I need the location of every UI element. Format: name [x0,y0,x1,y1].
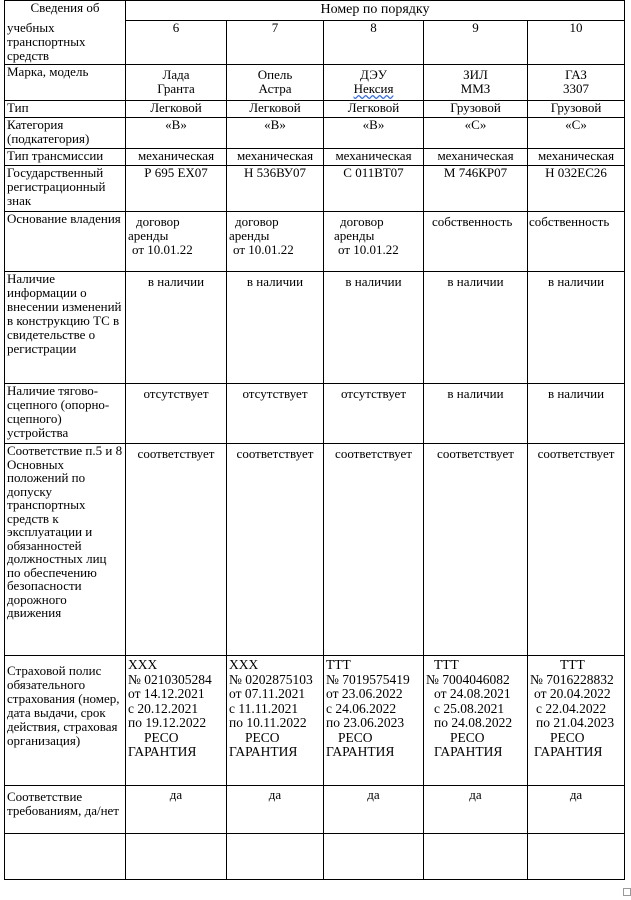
row-label: Государственный регистрационный знак [5,166,126,212]
towbar-cell: в наличии [528,384,625,444]
ownership-cell [126,212,227,272]
modifications-cell: в наличии [227,272,324,384]
category-cell: «В» [227,118,324,149]
model-line: Астра [258,81,292,96]
header-label-line-1: Сведения об [30,0,100,15]
requirements-cell: да [528,786,625,834]
compliance-cell: соответствует [126,444,227,656]
policy-from: с 11.11.2021 [229,700,299,716]
policy-from: с 22.04.2022 [536,700,607,716]
towbar-cell: отсутствует [126,384,227,444]
ownership-line: собственность [529,214,610,229]
towbar-cell: в наличии [424,384,528,444]
plate-cell: Н 032ЕС26 [528,166,625,212]
col-number-6: 6 [126,21,227,65]
row-label: Наличие тягово-сцепного (опорно-сцепного) устройства [5,384,126,444]
ownership-line: аренды [128,228,169,243]
insurance-cell [528,656,625,786]
ownership-line: собственность [432,214,513,229]
empty-cell [5,834,126,880]
type-cell: Легковой [227,101,324,118]
transmission-cell: механическая [528,149,625,166]
policy-to: по 24.08.2022 [434,715,513,730]
ownership-cell [227,212,324,272]
compliance-cell: соответствует [528,444,625,656]
insurer-line-2: ГАРАНТИЯ [229,744,298,759]
transmission-cell: механическая [126,149,227,166]
modifications-cell: в наличии [126,272,227,384]
empty-cell [528,834,625,880]
ownership-cell [324,212,424,272]
col-number-9: 9 [424,21,528,65]
header-label-cell [5,1,126,65]
row-label: Страховой полис обязательного страхования (номер, дата выдачи, срок действия, страховая организация) [5,656,126,786]
ownership-line: от 10.01.22 [132,242,193,257]
row-empty [5,834,625,880]
modifications-cell: в наличии [324,272,424,384]
policy-series: ХХХ [229,657,259,672]
row-label: Тип трансмиссии [5,149,126,166]
ownership-cell [528,212,625,272]
ownership-line: аренды [334,228,375,243]
model-line: 3307 [563,81,589,96]
policy-number: № 7004046082 [426,671,510,687]
ownership-line: от 10.01.22 [338,242,399,257]
policy-number: № 7019575419 [326,671,410,687]
col-number-8: 8 [324,21,424,65]
brand-cell [324,65,424,101]
policy-to: по 19.12.2022 [128,715,207,730]
row-ownership [5,212,625,272]
group-title: Номер по порядку [126,1,625,21]
insurer-line-1: РЕСО [550,729,585,745]
policy-issued: от 20.04.2022 [534,686,611,701]
requirements-cell: да [126,786,227,834]
transmission-cell: механическая [324,149,424,166]
header-label-line-2: учебных транспортных средств [7,20,86,63]
insurance-cell [126,656,227,786]
policy-issued: от 23.06.2022 [326,686,403,701]
row-modifications [5,272,625,384]
policy-issued: от 14.12.2021 [128,686,205,701]
transmission-cell: механическая [424,149,528,166]
type-cell: Грузовой [424,101,528,118]
policy-from: с 24.06.2022 [326,700,397,716]
row-compliance [5,444,625,656]
requirements-cell: да [324,786,424,834]
policy-series: ТТТ [326,657,351,672]
insurer-line-1: РЕСО [245,729,280,745]
brand-cell [126,65,227,101]
model-line: Гранта [157,81,195,96]
insurer-line-2: ГАРАНТИЯ [434,744,503,759]
category-cell: «В» [324,118,424,149]
requirements-cell: да [227,786,324,834]
requirements-cell: да [424,786,528,834]
insurer-line-2: ГАРАНТИЯ [534,744,603,759]
brand-line: ЗИЛ [463,67,488,82]
insurer-line-1: РЕСО [338,729,373,745]
empty-cell [126,834,227,880]
policy-number: № 0202875103 [229,671,313,687]
insurance-cell [424,656,528,786]
insurer-line-2: ГАРАНТИЯ [128,744,197,759]
plate-cell: Р 695 ЕХ07 [126,166,227,212]
policy-to: по 21.04.2023 [536,715,615,730]
insurance-cell [324,656,424,786]
towbar-cell: отсутствует [324,384,424,444]
empty-cell [424,834,528,880]
ownership-line: от 10.01.22 [233,242,294,257]
col-number-10: 10 [528,21,625,65]
col-number-7: 7 [227,21,324,65]
brand-cell [424,65,528,101]
row-type [5,101,625,118]
towbar-cell: отсутствует [227,384,324,444]
plate-cell: М 746КР07 [424,166,528,212]
vehicles-table [4,0,625,880]
row-label: Тип [5,101,126,118]
row-brand [5,65,625,101]
empty-cell [227,834,324,880]
policy-number: № 7016228832 [530,671,614,687]
row-label: Марка, модель [5,65,126,101]
row-label: Соответствие п.5 и 8 Основных положений по допуску транспортных средств к эксплуатации и обязанностей должностных лиц по обеспечению безопасности дорожного движения [5,444,126,656]
policy-series: ТТТ [434,657,459,672]
row-label: Категория (подкатегория) [5,118,126,149]
table-end-marker [623,888,631,896]
plate-cell: С 011ВТ07 [324,166,424,212]
compliance-cell: соответствует [227,444,324,656]
modifications-cell: в наличии [424,272,528,384]
policy-issued: от 07.11.2021 [229,686,306,701]
row-transmission [5,149,625,166]
ownership-line: договор [235,214,279,229]
category-cell: «В» [126,118,227,149]
policy-series: ХХХ [128,657,158,672]
policy-from: с 25.08.2021 [434,700,505,716]
category-cell: «С» [528,118,625,149]
transmission-cell: механическая [227,149,324,166]
brand-line: ГАЗ [565,67,587,82]
brand-line: Лада [162,67,190,82]
policy-to: по 10.11.2022 [229,715,307,730]
type-cell: Легковой [324,101,424,118]
ownership-line: аренды [229,228,270,243]
policy-series: ТТТ [560,657,585,672]
ownership-line: договор [340,214,384,229]
policy-from: с 20.12.2021 [128,700,199,716]
model-line: ММЗ [460,81,491,96]
row-requirements [5,786,625,834]
empty-cell [324,834,424,880]
type-cell: Грузовой [528,101,625,118]
row-category [5,118,625,149]
ownership-cell [424,212,528,272]
model-line: Нексия [353,81,394,96]
compliance-cell: соответствует [324,444,424,656]
compliance-cell: соответствует [424,444,528,656]
category-cell: «С» [424,118,528,149]
row-insurance [5,656,625,786]
insurance-cell [227,656,324,786]
insurer-line-2: ГАРАНТИЯ [326,744,395,759]
row-label: Наличие информации о внесении изменений в конструкцию ТС в свидетельстве о регистрации [5,272,126,384]
brand-cell [227,65,324,101]
insurer-line-1: РЕСО [450,729,485,745]
plate-cell: Н 536ВУ07 [227,166,324,212]
modifications-cell: в наличии [528,272,625,384]
policy-number: № 0210305284 [128,671,212,687]
ownership-line: договор [136,214,180,229]
row-label: Соответствие требованиям, да/нет [5,786,126,834]
brand-line: Опель [257,67,293,82]
brand-cell [528,65,625,101]
insurer-line-1: РЕСО [144,729,179,745]
brand-line: ДЭУ [360,67,387,82]
policy-issued: от 24.08.2021 [434,686,511,701]
row-towbar [5,384,625,444]
type-cell: Легковой [126,101,227,118]
row-plate [5,166,625,212]
policy-to: по 23.06.2023 [326,715,405,730]
row-label: Основание владения [5,212,126,272]
